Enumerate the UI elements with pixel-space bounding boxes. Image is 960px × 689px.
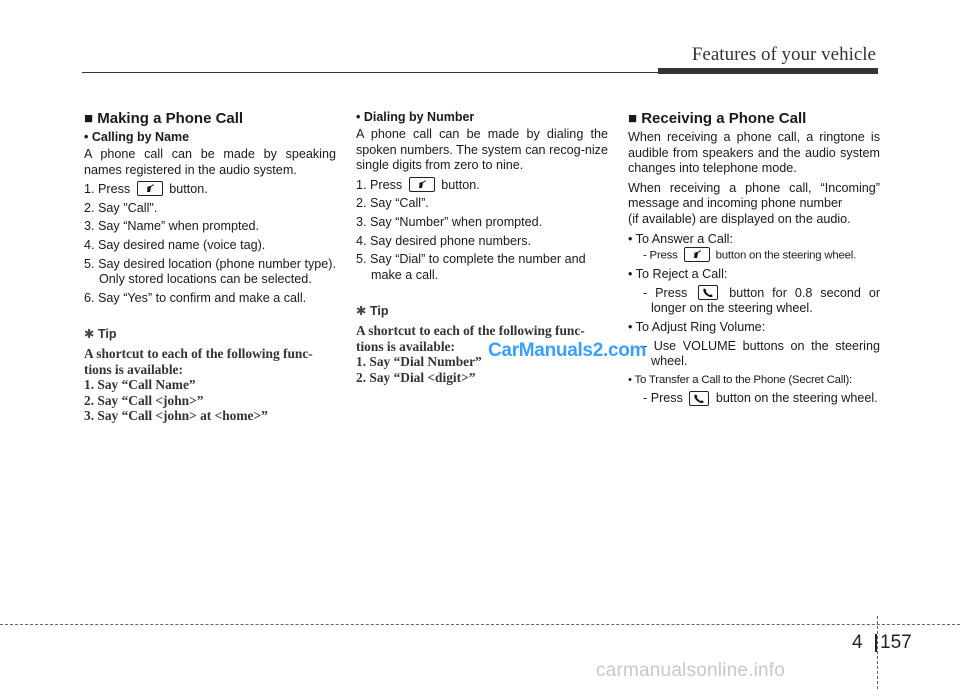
- tip-line: A shortcut to each of the following func-: [84, 346, 313, 362]
- transfer-call-label: • To Transfer a Call to the Phone (Secret Call):: [628, 373, 852, 386]
- step-1-text-before: 1. Press: [356, 177, 403, 192]
- tip-line: tions is available:: [84, 361, 183, 377]
- answer-call-instruction: [636, 248, 880, 264]
- page-number: 157: [880, 632, 912, 653]
- intro-text: A phone call can be made by speaking names registered in the audio system.: [84, 147, 336, 177]
- reject-text-after: button for 0.8 second or longer on the steering wheel.: [651, 285, 881, 316]
- chapter-number: 4: [852, 632, 863, 653]
- tip-line: 3. Say “Call <john> at <home>”: [84, 407, 268, 423]
- section-heading-receiving-call: ■ Receiving a Phone Call: [628, 110, 807, 127]
- step-3: 3. Say “Name” when prompted.: [84, 219, 259, 234]
- ring-volume-instruction: - Use VOLUME buttons on the steering wheel.: [643, 338, 880, 369]
- tip-line: A shortcut to each of the following func-: [356, 323, 585, 339]
- answer-text-before: - Press: [643, 249, 678, 262]
- header-rule: [82, 72, 658, 73]
- tip-line: 1. Say “Dial Number”: [356, 354, 482, 370]
- step-5: 5. Say “Dial” to complete the number and make a call.: [356, 252, 586, 282]
- step-3: 3. Say “Number” when prompted.: [356, 214, 543, 229]
- step-2: 2. Say “Call”.: [356, 196, 429, 211]
- tip-line: tions is available:: [356, 338, 455, 354]
- paragraph-incoming: When receiving a phone call, “Incoming” message and incoming phone number: [628, 180, 880, 211]
- transfer-text-before: - Press: [643, 391, 683, 406]
- talk-button-icon: [409, 177, 435, 192]
- phone-button-icon: [698, 285, 718, 300]
- tip-text: [84, 346, 336, 423]
- section-heading-making-call: ■ Making a Phone Call: [84, 110, 244, 127]
- watermark: CarManuals2.com: [488, 340, 647, 361]
- receiving-phone-call-section: [628, 108, 880, 410]
- header-title: Features of your vehicle: [691, 44, 876, 65]
- step-1: [356, 178, 608, 194]
- intro-text: A phone call can be made by dialing the spoken numbers. The system can recog-nize single digits from zero to nine.: [356, 127, 608, 173]
- ring-volume-label: • To Adjust Ring Volume:: [628, 320, 766, 335]
- answer-call-label: • To Answer a Call:: [628, 231, 733, 246]
- footer-rule: [0, 624, 960, 625]
- talk-button-icon: [684, 247, 710, 262]
- transfer-text-after: button on the steering wheel.: [715, 391, 878, 406]
- talk-button-icon: [137, 181, 163, 196]
- tip-line: 2. Say “Dial <digit>”: [356, 369, 476, 385]
- header-rule-accent: [658, 68, 878, 74]
- step-5: 5. Say desired location (phone number type). Only stored locations can be selected.: [84, 256, 336, 287]
- tip-line: 1. Say “Call Name”: [84, 377, 196, 393]
- tip-star-icon: ✱: [84, 327, 95, 342]
- step-1-text-after: button.: [441, 177, 480, 192]
- paragraph-displayed: (if available) are displayed on the audio.: [628, 211, 851, 226]
- reject-call-label: • To Reject a Call:: [628, 267, 728, 282]
- footer-vertical-rule: [877, 616, 878, 689]
- tip-heading: [356, 303, 608, 318]
- transfer-call-instruction: [636, 391, 880, 407]
- phone-button-icon: [689, 391, 709, 406]
- step-4: 4. Say desired name (voice tag).: [84, 237, 266, 252]
- step-1: [84, 182, 336, 198]
- step-6: 6. Say “Yes” to confirm and make a call.: [84, 290, 307, 305]
- subheading-dialing-by-number: • Dialing by Number: [356, 110, 475, 124]
- step-1-text-before: 1. Press: [84, 182, 131, 197]
- paragraph-ringtone: When receiving a phone call, a ringtone is audible from speakers and the audio system changes into telephone mode.: [628, 130, 880, 176]
- footer-url[interactable]: carmanualsonline.info: [596, 660, 786, 681]
- step-1-text-after: button.: [169, 182, 208, 197]
- tip-label-text: Tip: [369, 304, 389, 319]
- tip-star-icon: ✱: [356, 304, 367, 319]
- reject-text-before: - Press: [643, 285, 688, 300]
- tip-heading: [84, 326, 336, 341]
- page-number-separator: [875, 634, 877, 652]
- answer-text-after: button on the steering wheel.: [715, 249, 857, 262]
- subheading-calling-by-name: • Calling by Name: [84, 130, 190, 144]
- step-4: 4. Say desired phone numbers.: [356, 233, 532, 248]
- reject-call-instruction: [636, 286, 880, 317]
- tip-line: 2. Say “Call <john>”: [84, 392, 204, 408]
- step-2: 2. Say "Call".: [84, 200, 158, 215]
- making-phone-call-section: [84, 108, 336, 423]
- tip-label-text: Tip: [97, 327, 117, 342]
